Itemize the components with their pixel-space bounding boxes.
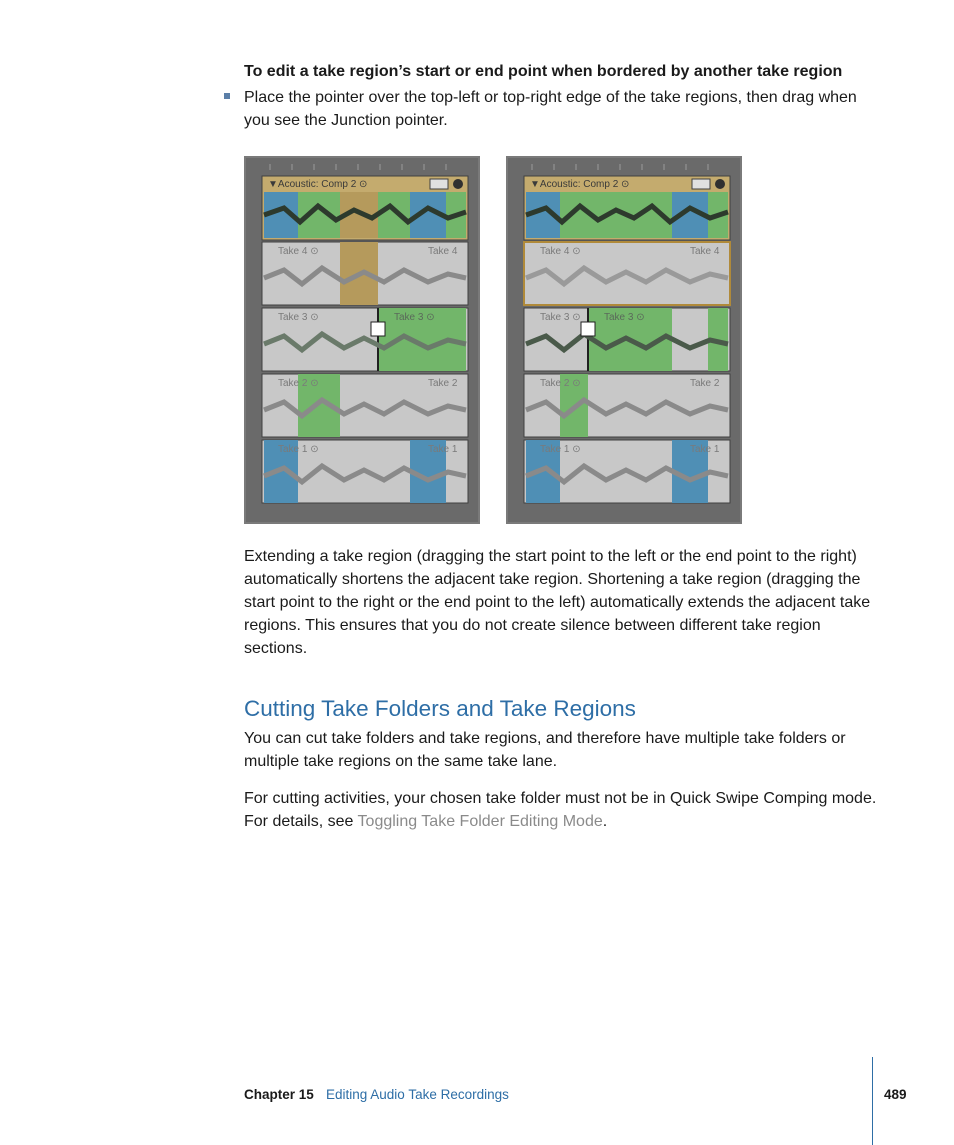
- svg-text:Take 1 ⊙: Take 1 ⊙: [278, 444, 319, 455]
- svg-text:Take 4: Take 4: [690, 246, 720, 257]
- svg-text:Take 3 ⊙: Take 3 ⊙: [604, 312, 645, 323]
- paragraph-extending-take-region: Extending a take region (dragging the start point to the left or the end point to the right) automatically shortens the adjacent take region. Shortening a take region (dragging the start point to the right or the end point to the left) automatically extends the adjacent take regions. This ensures that you do not create silence between different take region sections.: [244, 548, 871, 657]
- folder-label: ▼Acoustic: Comp 2 ⊙: [268, 179, 368, 190]
- section-paragraph-2: [244, 787, 884, 833]
- svg-text:Take 2: Take 2: [428, 378, 458, 389]
- paragraph-2-end: .: [602, 813, 608, 830]
- svg-text:Take 2 ⊙: Take 2 ⊙: [278, 378, 319, 389]
- svg-text:Take 2: Take 2: [690, 378, 720, 389]
- footer-chapter-title[interactable]: Editing Audio Take Recordings: [326, 1087, 509, 1102]
- footer-divider: [872, 1057, 873, 1145]
- page-number: 489: [884, 1087, 907, 1102]
- procedure-heading: To edit a take region’s start or end point when bordered by another take region: [244, 63, 843, 80]
- editing-mode-link[interactable]: Toggling Take Folder Editing Mode: [357, 813, 603, 830]
- svg-text:Take 4 ⊙: Take 4 ⊙: [540, 246, 581, 257]
- svg-text:Take 3 ⊙: Take 3 ⊙: [540, 312, 581, 323]
- svg-text:Take 1: Take 1: [428, 444, 458, 455]
- bullet-square-icon: [224, 93, 230, 99]
- instruction-bullet: [224, 86, 884, 132]
- svg-text:Take 4 ⊙: Take 4 ⊙: [278, 246, 319, 257]
- take-folder-row: [262, 176, 468, 240]
- section-paragraph-1: You can cut take folders and take regions, and therefore have multiple take folders or multiple take regions on the same take lane.: [244, 730, 846, 770]
- svg-text:Take 1: Take 1: [690, 444, 720, 455]
- svg-text:Take 3 ⊙: Take 3 ⊙: [278, 312, 319, 323]
- folder-label: ▼Acoustic: Comp 2 ⊙: [530, 179, 630, 190]
- paragraph-2-text: For cutting activities, your chosen take folder must not be in Quick Swipe Comping mode. For details, see: [244, 790, 877, 830]
- svg-text:Take 4: Take 4: [428, 246, 458, 257]
- svg-text:Take 2 ⊙: Take 2 ⊙: [540, 378, 581, 389]
- svg-text:Take 3 ⊙: Take 3 ⊙: [394, 312, 435, 323]
- footer-chapter-number: Chapter 15: [244, 1087, 314, 1102]
- bullet-text: Place the pointer over the top-left or top-right edge of the take regions, then drag when you see the Junction pointer.: [244, 89, 857, 129]
- screenshot-before: [244, 156, 480, 524]
- take-folder-row: [524, 176, 730, 240]
- svg-text:Take 1 ⊙: Take 1 ⊙: [540, 444, 581, 455]
- screenshot-after: [506, 156, 742, 524]
- section-title: Cutting Take Folders and Take Regions: [244, 696, 636, 721]
